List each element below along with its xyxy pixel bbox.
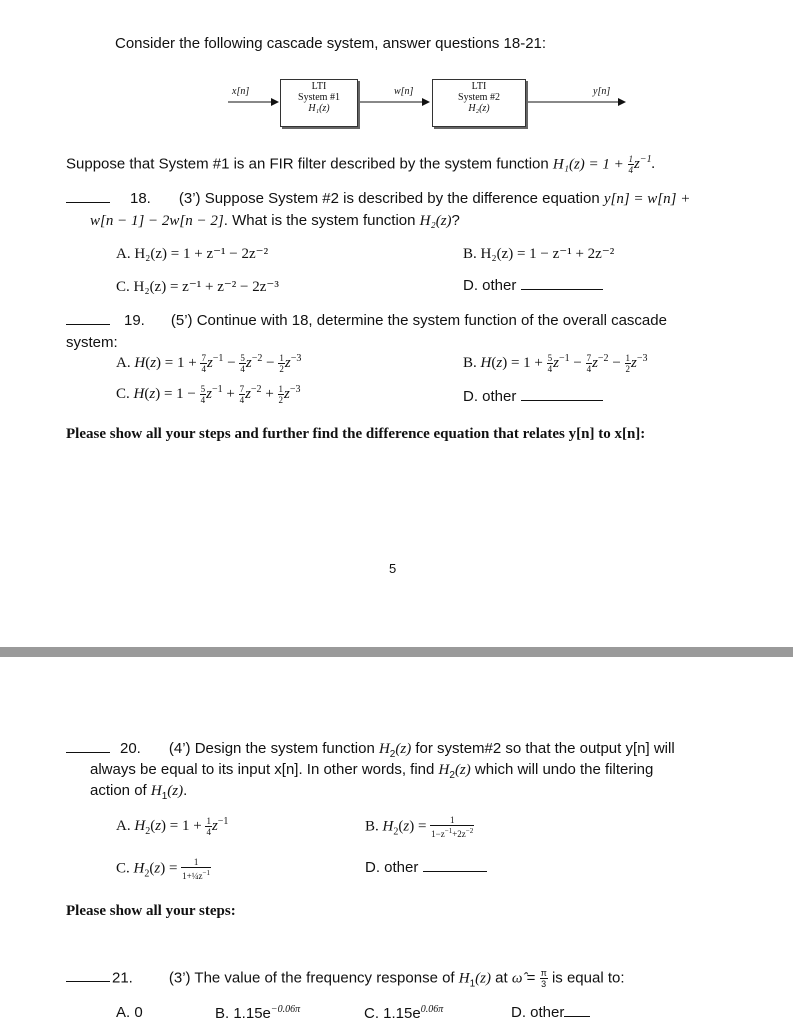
q20-other-blank[interactable]: [423, 870, 487, 872]
q21-option-b-exp: −0.06π: [270, 1004, 301, 1015]
lti-system-2-box: [432, 79, 526, 127]
q18-option-a[interactable]: A. H₂(z) = 1 + z⁻¹ − 2z⁻²: [116, 246, 269, 262]
q19-answer-blank[interactable]: [66, 323, 110, 325]
q20-number: 20.: [120, 740, 141, 757]
y-signal-label: y[n]: [593, 86, 611, 97]
q21-option-c-exp: 0.06π: [420, 1004, 444, 1015]
lti-system-1-box: [280, 79, 358, 127]
q21-other-blank[interactable]: [564, 1015, 590, 1017]
q18-eq2-q: H₂(z): [419, 213, 452, 229]
diagram-arrows: [0, 0, 793, 140]
q20-option-d-label: D. other: [365, 859, 419, 876]
w-signal-label: w[n]: [394, 86, 414, 97]
box2-line1: LTI: [471, 81, 487, 92]
q18-text: (3’) Suppose System #2 is described by the difference equation: [178, 190, 604, 207]
box2-line3: H₂(z): [468, 103, 490, 114]
q20-option-d[interactable]: [365, 859, 487, 876]
q21-option-c[interactable]: [364, 1004, 443, 1022]
q18-option-c[interactable]: C. H₂(z) = z⁻¹ + z⁻² − 2z⁻³: [116, 279, 279, 295]
q19-text: (5’) Continue with 18, determine the system function of the overall cascade: [170, 312, 667, 329]
q20-line2: always be equal to its input x[n]. In other words, find $H_2(z)$ which will undo the filtering: [90, 761, 654, 781]
q20-text1: (4’) Design the system function: [168, 740, 379, 757]
q21-option-d[interactable]: [511, 1004, 590, 1021]
page-divider: [0, 647, 793, 657]
q18-answer-blank[interactable]: [66, 201, 110, 203]
q19-option-d[interactable]: [463, 388, 603, 405]
q18-option-d[interactable]: [463, 277, 603, 294]
suppose-line: Suppose that System #1 is an FIR filter described by the system function H₁(z) = 1 + $\frac{1}{4}$ $z^{-1}$.: [66, 154, 656, 175]
q21-answer-blank[interactable]: [66, 980, 110, 982]
q18-other-blank[interactable]: [521, 288, 603, 290]
q19-option-d-label: D. other: [463, 388, 517, 405]
q18-eq1: y[n] = w[n] +: [603, 191, 691, 207]
q18-line2: [90, 212, 460, 230]
suppose-math: H₁(z) = 1 +: [552, 156, 628, 173]
q21-text-end: is equal to:: [547, 969, 625, 987]
q20-text2b: which will undo the filtering: [470, 761, 654, 778]
q20-text3: action of: [90, 782, 151, 799]
q21-text-mid: at: [491, 969, 512, 987]
box1-line1: LTI: [311, 81, 327, 92]
q21-number: 21.: [112, 969, 133, 987]
q19-line1: [66, 312, 667, 329]
q21-option-d-label: D. other: [511, 1004, 565, 1021]
box1-line2: System #1: [298, 92, 340, 103]
q21-option-b[interactable]: [215, 1004, 300, 1022]
q20-option-a[interactable]: A. $H_2(z) = 1$ + $\frac{1}{4}$ $z^{-1}$: [116, 816, 229, 838]
q19-option-c[interactable]: C. H(z) = 1 − $\frac{5}{4}$ $z^{-1}$ + $\frac{7}{4}$ $z^{-2}$ + $\frac{1}{2}$ $z^{-3}$: [116, 384, 301, 406]
q21-option-b-label: B. 1.15e: [215, 1005, 271, 1022]
q20-line3: action of $H_1(z)$.: [90, 782, 188, 802]
q18-option-d-label: D. other: [463, 277, 517, 294]
q20-option-b[interactable]: B. $H_2(z)$ = $\frac{1}{1-z^{-1}+2z^{-2}}$: [365, 815, 474, 839]
q20-answer-blank[interactable]: [66, 751, 110, 753]
q21-option-c-label: C. 1.15e: [364, 1005, 421, 1022]
q18-eq2-end: ?: [451, 212, 460, 229]
suppose-text: Suppose that System #1 is an FIR filter described by the system function: [66, 155, 553, 173]
q18-number: 18.: [130, 190, 151, 207]
box2-line2: System #2: [458, 92, 500, 103]
q21-option-a[interactable]: A. 0: [116, 1004, 143, 1021]
intro-text: Consider the following cascade system, answer questions 18-21:: [115, 35, 547, 52]
box1-line3: H₁(z): [308, 103, 330, 114]
show-steps-heading-1: Please show all your steps and further find the difference equation that relates y[n] to x[n]:: [66, 426, 646, 442]
q19-option-b[interactable]: B. H(z) = 1 + $\frac{5}{4}$ $z^{-1}$ − $\frac{7}{4}$ $z^{-2}$ − $\frac{1}{2}$ $z^{-3}$: [463, 353, 648, 375]
page-number: 5: [389, 561, 397, 576]
q18-eq2: w[n − 1] − 2w[n − 2]: [90, 213, 224, 229]
show-steps-heading-2: Please show all your steps:: [66, 903, 236, 919]
q19-number: 19.: [124, 312, 145, 329]
q18-line1: [66, 190, 690, 208]
q20-option-c[interactable]: C. $H_2(z)$ = $\frac{1}{1+\frac{1}{4}z^{-1}}$: [116, 857, 210, 881]
q20-text1b: for system#2 so that the output y[n] will: [411, 740, 675, 757]
q19-option-a[interactable]: A. H(z) = 1 + $\frac{7}{4}$ $z^{-1}$ − $\frac{5}{4}$ $z^{-2}$ − $\frac{1}{2}$ $z^{-3}$: [116, 353, 302, 375]
q20-text2: always be equal to its input x[n]. In other words, find: [90, 761, 439, 778]
q21-line1: 21. (3’) The value of the frequency response of $H_1(z)$ at ω̂ = $\frac{\pi}{3}$ is equal to:: [66, 968, 625, 989]
x-signal-label: x[n]: [232, 86, 250, 97]
q19-line2: system:: [66, 334, 118, 351]
q19-other-blank[interactable]: [521, 399, 603, 401]
q20-line1: 20. (4’) Design the system function $H_2(z)$ for system#2 so that the output y[n] will: [66, 740, 675, 760]
q18-eq2-tail: . What is the system function: [223, 212, 420, 229]
q18-option-b[interactable]: B. H₂(z) = 1 − z⁻¹ + 2z⁻²: [463, 246, 615, 262]
q21-text: (3’) The value of the frequency response of: [168, 969, 459, 987]
